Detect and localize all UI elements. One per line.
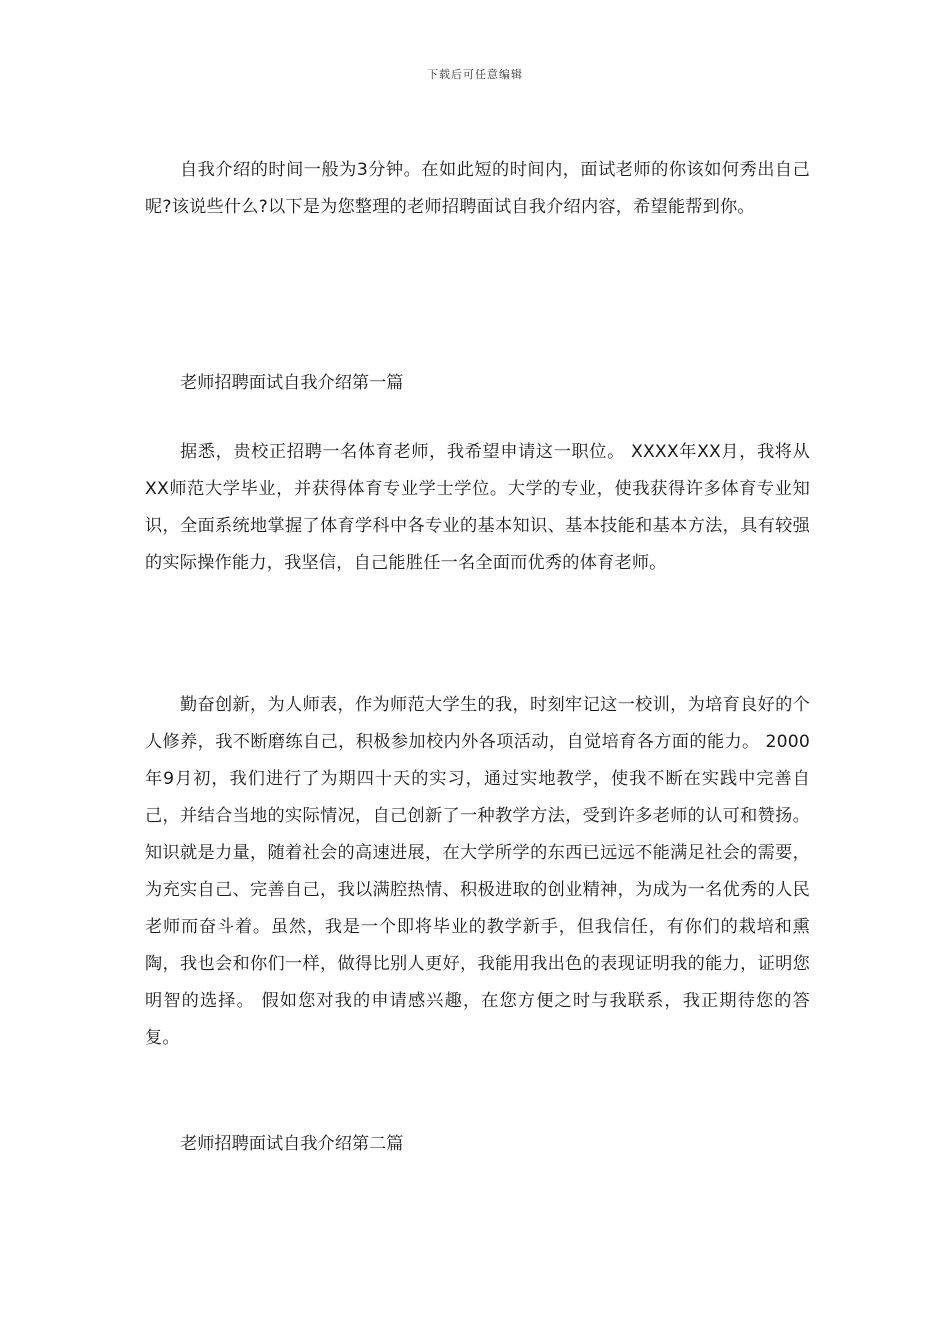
section1-heading: 老师招聘面试自我介绍第一篇 bbox=[180, 373, 404, 393]
section1-paragraph-2: 勤奋创新，为人师表，作为师范大学生的我，时刻牢记这一校训，为培育良好的个人修养，我不断磨练自己，积极参加校内外各项活动，自觉培育各方面的能力。 2000年9月初，我们进行了为期四十天的实习，通过实地教学，使我不断在实践中完善自己，并结合当地的实际情况，自己创新了一种教学方法，受到许多老师的认可和赞扬。 知识就是力量，随着社会的高速进展，在大学所学的东西已远远不能满足社会的需要，为充实自己、完善自己，我以满腔热情、积极进取的创业精神，为成为一名优秀的人民老师而奋斗着。虽然，我是一个即将毕业的教学新手，但我信任，有你们的栽培和熏陶，我也会和你们一样，做得比别人更好，我能用我出色的表现证明我的能力，证明您明智的选择。 假如您对我的申请感兴趣，在您方便之时与我联系，我正期待您的答复。 bbox=[145, 695, 810, 1048]
page-header-note: 下载后可任意编辑 bbox=[427, 68, 523, 81]
section1-paragraph-1: 据悉，贵校正招聘一名体育老师，我希望申请这一职位。 XXXX年XX月，我将从XX师范大学毕业，并获得体育专业学士学位。大学的专业，使我获得许多体育专业知识，全面系统地掌握了体育学科中各专业的基本知识、基本技能和基本方法，具有较强的实际操作能力，我坚信，自己能胜任一名全面而优秀的体育老师。 bbox=[145, 442, 810, 573]
section2-heading: 老师招聘面试自我介绍第二篇 bbox=[180, 1134, 404, 1154]
intro-paragraph: 自我介绍的时间一般为3分钟。在如此短的时间内，面试老师的你该如何秀出自己呢?该说些什么?以下是为您整理的老师招聘面试自我介绍内容，希望能帮到你。 bbox=[145, 160, 810, 217]
